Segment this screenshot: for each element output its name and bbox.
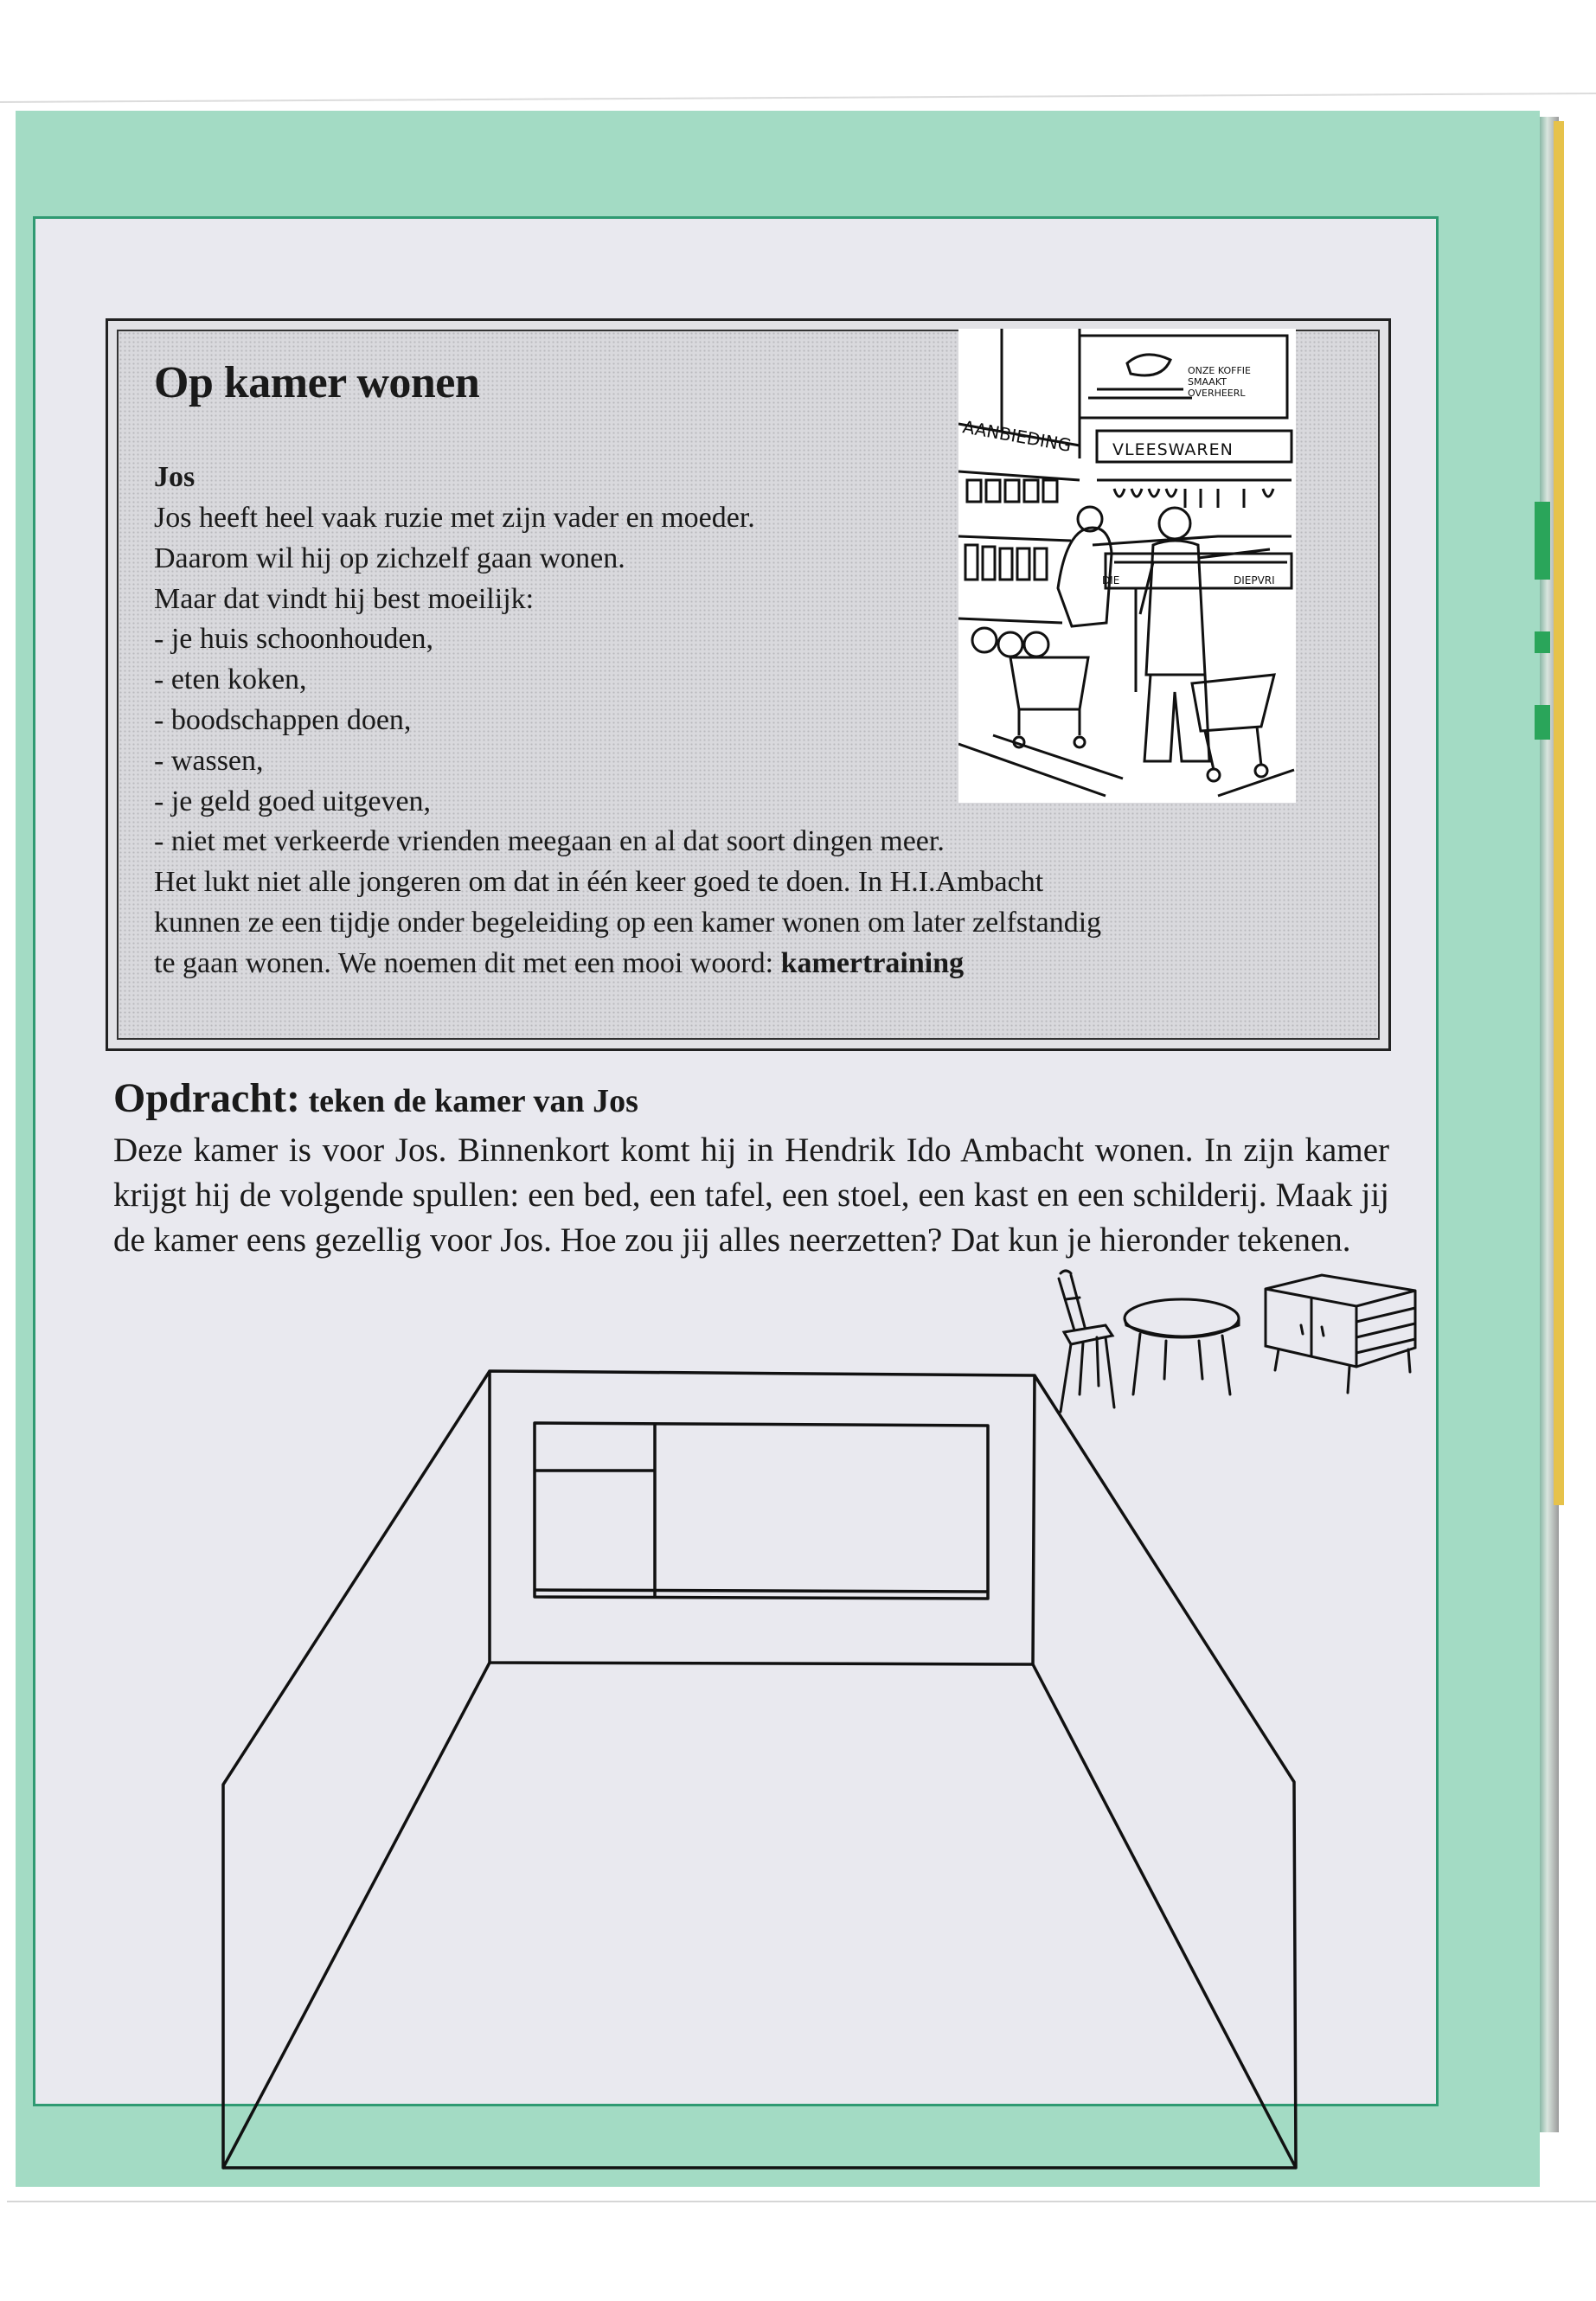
box-line-8: - je geld goed uitgeven, bbox=[154, 785, 432, 817]
sign-coffee-2: SMAAKT bbox=[1188, 376, 1227, 388]
box-name-heading: Jos bbox=[154, 461, 195, 493]
box-line-7: - wassen, bbox=[154, 744, 264, 777]
box-line-9: - niet met verkeerde vrienden meegaan en al dat soort dingen meer. bbox=[154, 825, 945, 858]
sign-coffee-1: ONZE KOFFIE bbox=[1188, 365, 1251, 376]
box-title: Op kamer wonen bbox=[154, 358, 480, 407]
sign-coffee-3: OVERHEERL bbox=[1188, 388, 1246, 399]
box-line-2: Daarom wil hij op zichzelf gaan wonen. bbox=[154, 542, 625, 574]
room-left-wall bbox=[223, 1371, 490, 2168]
box-line-5: - eten koken, bbox=[154, 663, 307, 696]
box-line-4: - je huis schoonhouden, bbox=[154, 623, 433, 656]
room-window-sill bbox=[535, 1590, 988, 1592]
sign-meat: VLEESWAREN bbox=[1112, 440, 1234, 459]
box-line-12: te gaan wonen. We noemen dit met een mooi woord: bbox=[154, 946, 781, 979]
keyword-kamertraining: kamertraining bbox=[780, 946, 965, 979]
box-line-6: - boodschappen doen, bbox=[154, 703, 412, 736]
sign-freezer-left: DIE bbox=[1102, 574, 1120, 586]
room-window-frame bbox=[535, 1423, 988, 1599]
box-line-10: Het lukt niet alle jongeren om dat in één keer goed te doen. In H.I.Ambacht bbox=[154, 866, 1044, 899]
sign-freezer-right: DIEPVRI bbox=[1234, 574, 1275, 586]
box-line-1: Jos heeft heel vaak ruzie met zijn vader en moeder. bbox=[154, 502, 755, 534]
assignment-heading-word: Opdracht: bbox=[113, 1075, 300, 1121]
room-back-wall bbox=[490, 1371, 1035, 1664]
assignment-heading-rest: teken de kamer van Jos bbox=[300, 1083, 638, 1119]
sign-offer: AANBIEDING bbox=[961, 416, 1074, 456]
assignment-text: Deze kamer is voor Jos. Binnenkort komt hij in Hendrik Ido Ambacht wonen. In zijn kamer krijgt hij de volgende spullen: een bed, een tafel, een stoel, een kast en een schilderij. Maak jij de kamer eens gezellig voor Jos. Hoe zou jij alles neerzetten? Dat kun je hieronder tekenen. bbox=[113, 1131, 1389, 1259]
box-line-3: Maar dat vindt hij best moeilijk: bbox=[154, 582, 535, 615]
room-right-wall bbox=[1033, 1375, 1296, 2168]
box-line-11: kunnen ze een tijdje onder begeleiding op een kamer wonen om later zelfstandig bbox=[154, 906, 1102, 939]
